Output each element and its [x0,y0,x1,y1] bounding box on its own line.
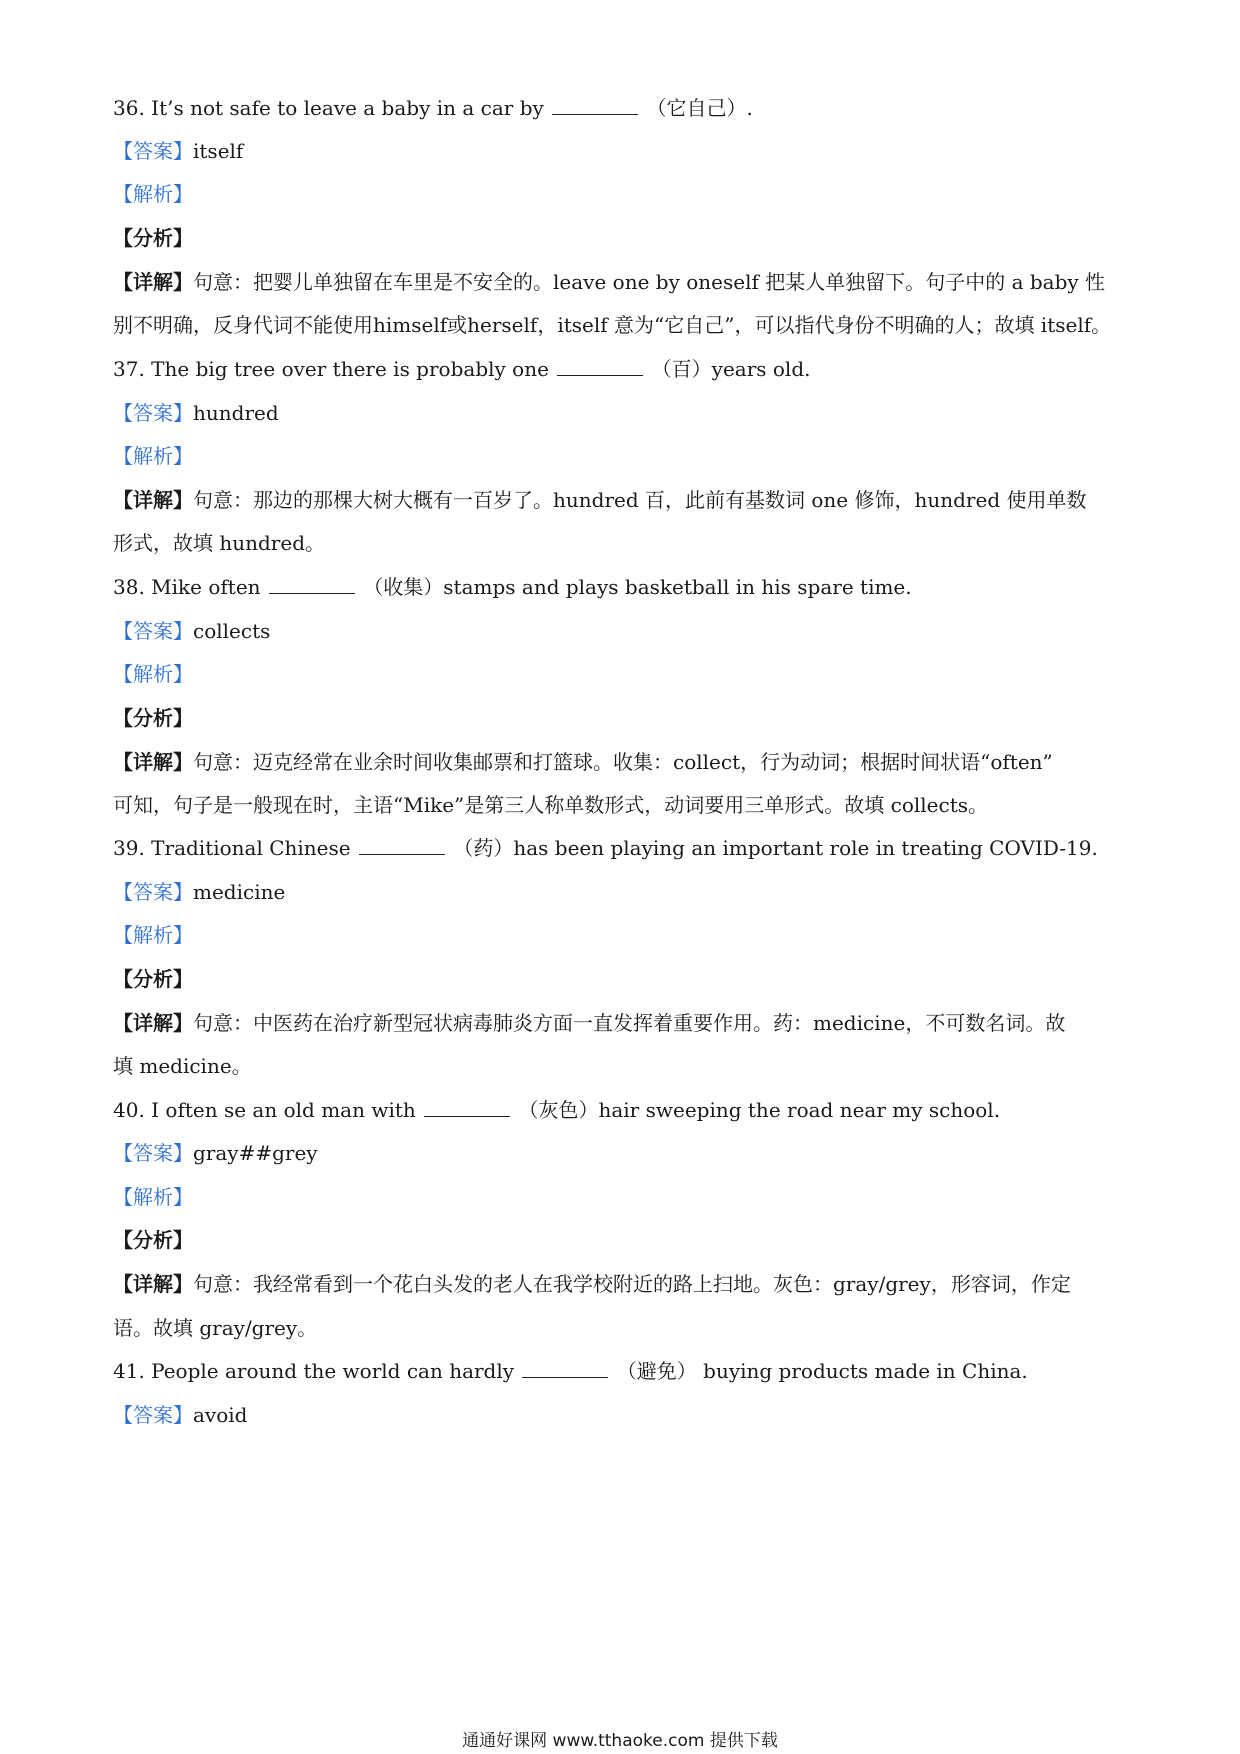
fenxi-tag: 【分析】 [113,706,193,730]
detail-row [113,1011,1065,1035]
question-37: 37. The big tree over there is probably one （百）years old. [113,357,811,381]
detail-continuation: 别不明确，反身代词不能使用himself或herself，itself 意为“它自己”，可以指代身份不明确的人；故填 itself。 [113,313,1112,337]
answer-text: hundred [193,401,279,425]
fenxi-row [113,967,193,991]
answer-blank [424,1100,510,1117]
fenxi-row [113,1228,193,1252]
detail-text: 句意：把婴儿单独留在车里是不安全的。leave one by oneself 把某人单独留下。句子中的 a baby 性 [193,270,1106,294]
detail-continuation: 语。故填 gray/grey。 [113,1316,318,1340]
question-41: 41. People around the world can hardly （避免） buying products made in China. [113,1359,1028,1383]
answer-row [113,401,279,425]
detail-tag: 【详解】 [113,1272,193,1296]
jiexi-tag: 【解析】 [113,662,193,686]
jiexi-row [113,444,193,468]
jiexi-row [113,1185,193,1209]
answer-tag: 【答案】 [113,401,193,425]
jiexi-tag: 【解析】 [113,923,193,947]
question-39: 39. Traditional Chinese （药）has been playing an important role in treating COVID-19. [113,836,1098,860]
detail-row [113,270,1105,294]
answer-text: avoid [193,1403,248,1427]
detail-row [113,1272,1071,1296]
answer-text: gray##grey [193,1141,318,1165]
detail-tag: 【详解】 [113,270,193,294]
detail-tag: 【详解】 [113,750,193,774]
jiexi-tag: 【解析】 [113,444,193,468]
jiexi-row [113,182,193,206]
answer-row [113,1141,318,1165]
answer-row [113,1403,247,1427]
jiexi-tag: 【解析】 [113,1185,193,1209]
fenxi-row [113,226,193,250]
answer-row [113,880,285,904]
detail-continuation: 填 medicine。 [113,1054,252,1078]
detail-text: 句意：迈克经常在业余时间收集邮票和打篮球。收集：collect，行为动词；根据时间状语“often” [193,750,1053,774]
answer-text: medicine [193,880,286,904]
answer-tag: 【答案】 [113,139,193,163]
detail-text: 句意：那边的那棵大树大概有一百岁了。hundred 百，此前有基数词 one 修饰，hundred 使用单数 [193,488,1087,512]
detail-text: 句意：中医药在治疗新型冠状病毒肺炎方面一直发挥着重要作用。药：medicine，不可数名词。故 [193,1011,1066,1035]
detail-continuation: 可知，句子是一般现在时，主语“Mike”是第三人称单数形式，动词要用三单形式。故填 collects。 [113,793,989,817]
answer-text: itself [193,139,244,163]
answer-row [113,619,270,643]
answer-tag: 【答案】 [113,619,193,643]
answer-text: collects [193,619,271,643]
question-40: 40. I often se an old man with （灰色）hair sweeping the road near my school. [113,1098,1001,1122]
page-footer: 通通好课网 www.tthaoke.com 提供下载 [462,1731,778,1751]
answer-tag: 【答案】 [113,1141,193,1165]
detail-row [113,750,1053,774]
answer-blank [552,98,638,115]
answer-tag: 【答案】 [113,1403,193,1427]
fenxi-tag: 【分析】 [113,226,193,250]
question-36: 36. It’s not safe to leave a baby in a car by （它自己）. [113,96,753,120]
detail-continuation: 形式，故填 hundred。 [113,531,326,555]
detail-row [113,488,1086,512]
jiexi-tag: 【解析】 [113,182,193,206]
fenxi-row [113,706,193,730]
question-38: 38. Mike often （收集）stamps and plays basketball in his spare time. [113,575,912,599]
answer-blank [557,359,643,376]
answer-blank [359,838,445,855]
answer-blank [269,577,355,594]
answer-blank [522,1361,608,1378]
jiexi-row [113,923,193,947]
fenxi-tag: 【分析】 [113,1228,193,1252]
detail-tag: 【详解】 [113,488,193,512]
detail-tag: 【详解】 [113,1011,193,1035]
jiexi-row [113,662,193,686]
fenxi-tag: 【分析】 [113,967,193,991]
detail-text: 句意：我经常看到一个花白头发的老人在我学校附近的路上扫地。灰色：gray/grey，形容词，作定 [193,1272,1071,1296]
answer-tag: 【答案】 [113,880,193,904]
answer-row [113,139,243,163]
